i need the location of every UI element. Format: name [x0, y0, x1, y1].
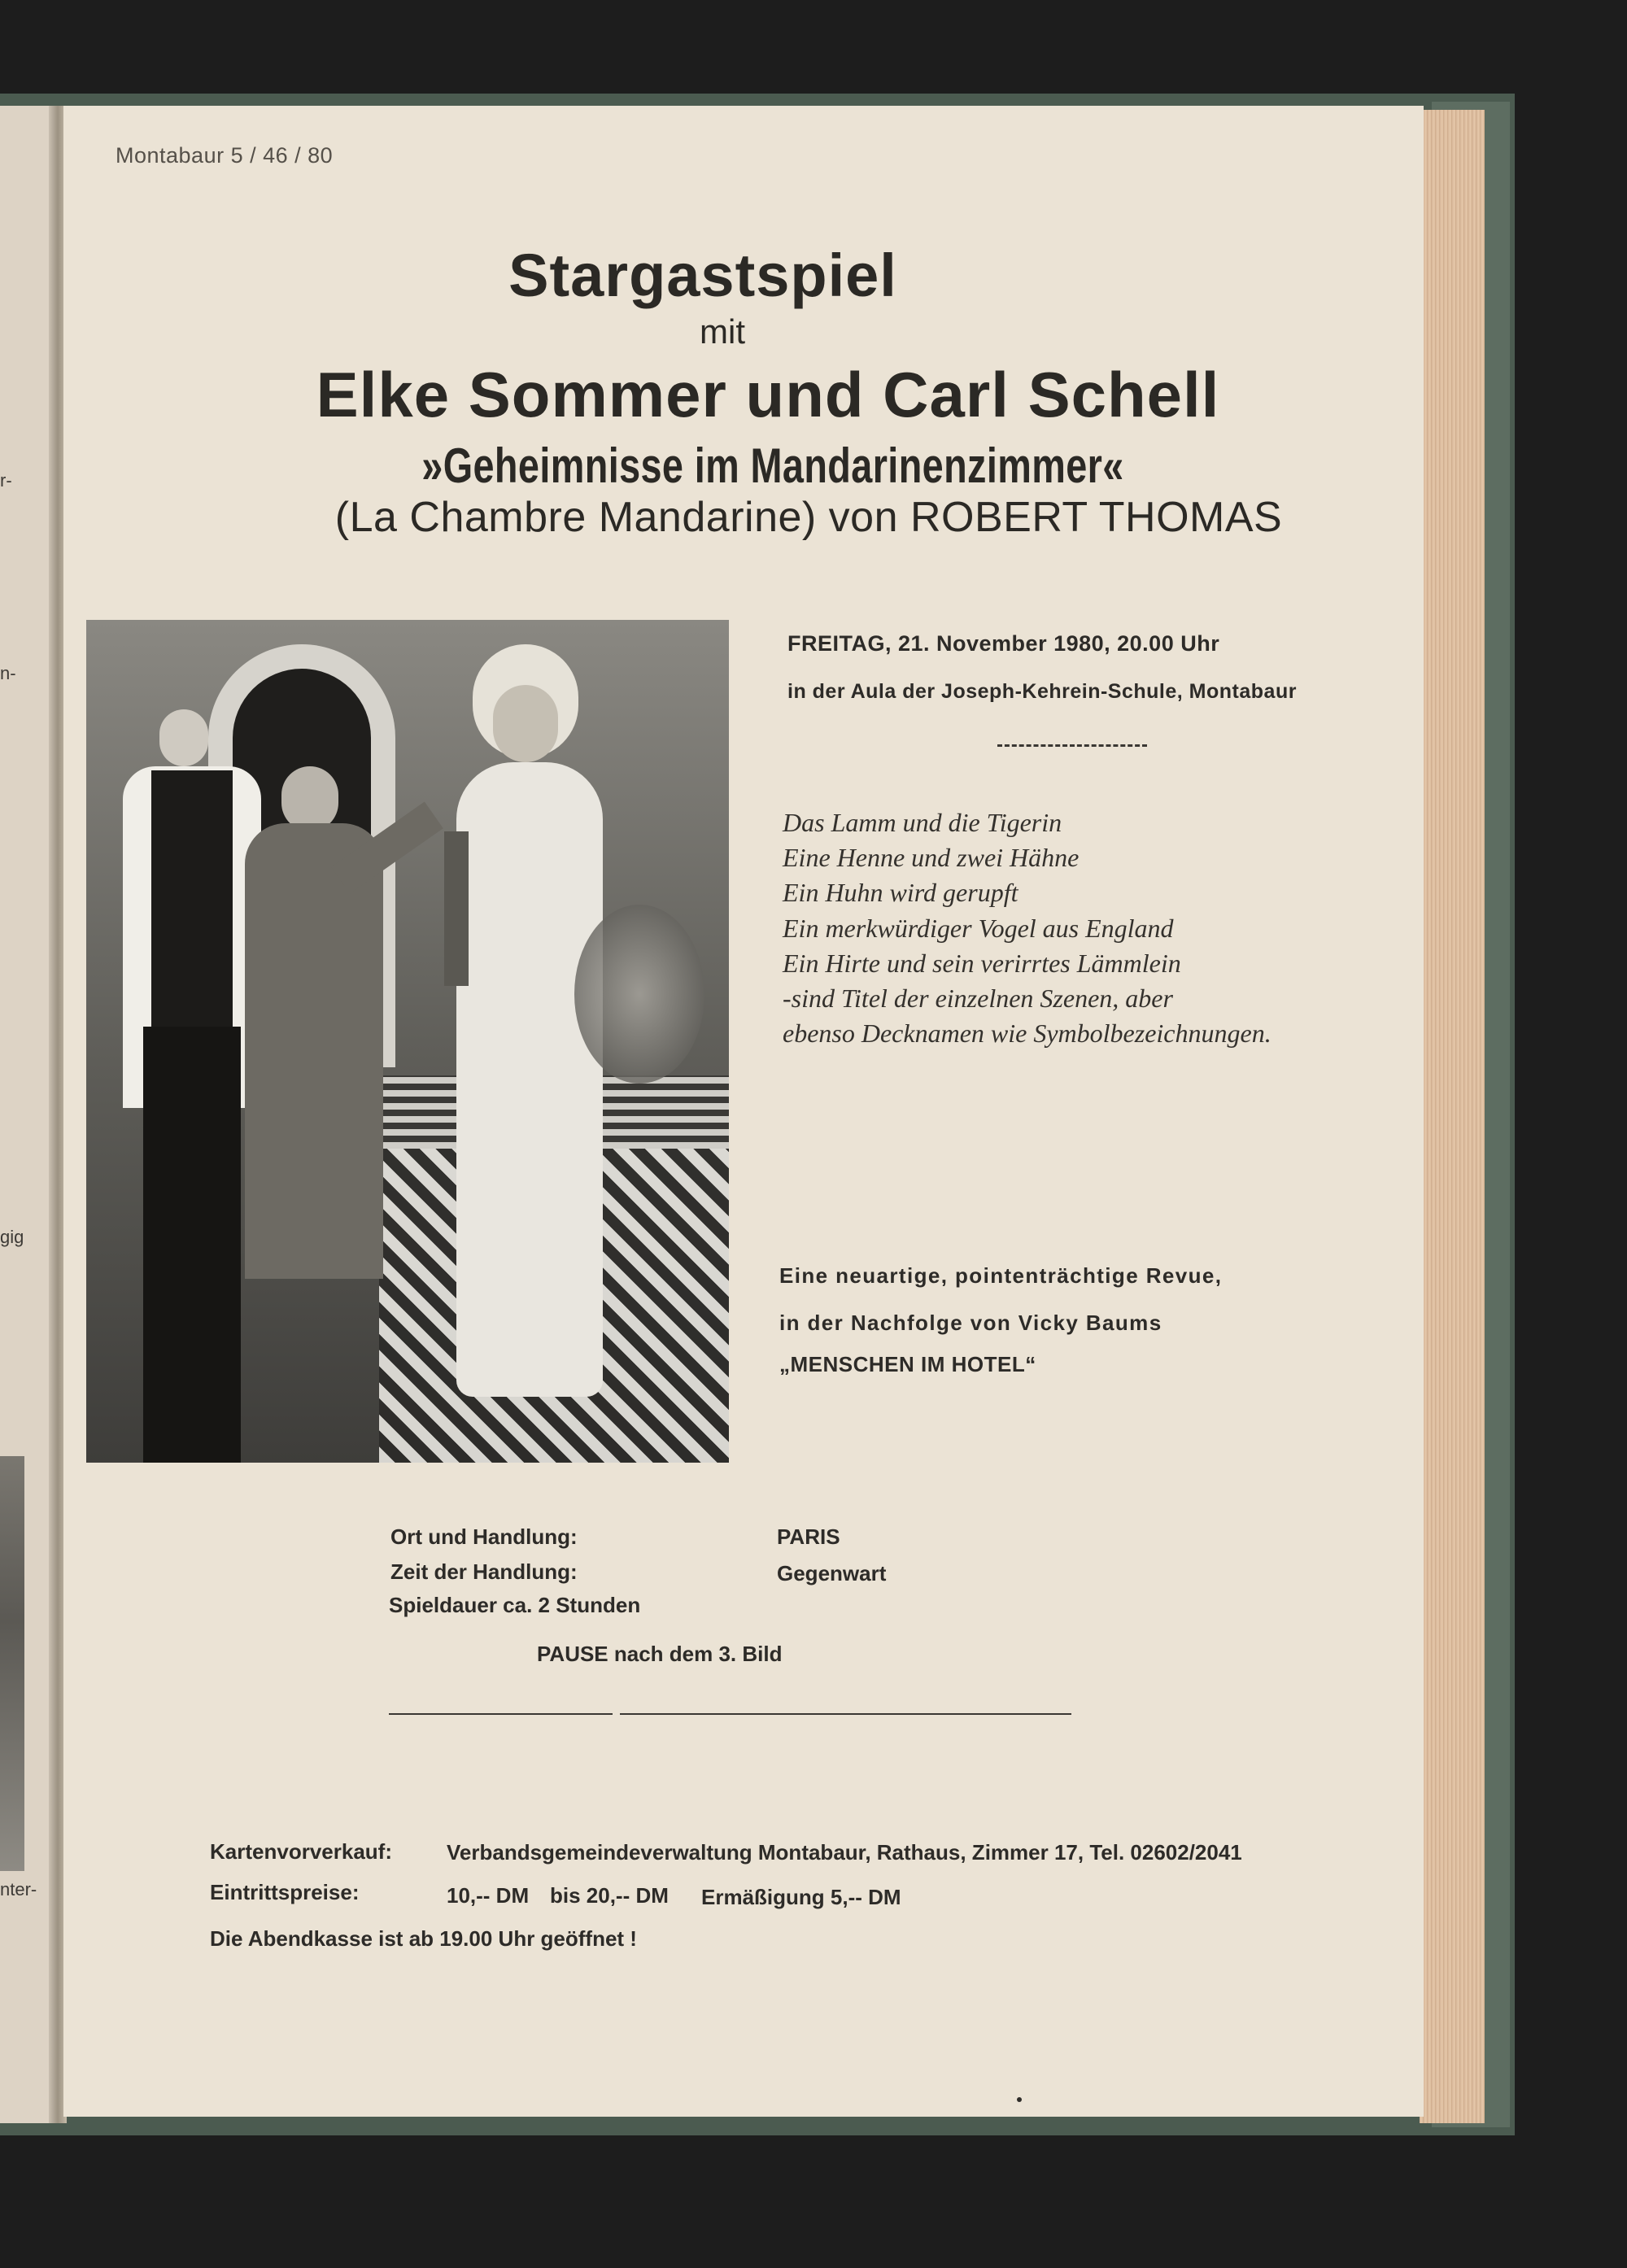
- left-page-fragment: n-: [0, 663, 16, 683]
- left-page-photo-fragment: [0, 1456, 24, 1871]
- eintrittspreise-from: 10,-- DM: [447, 1883, 530, 1908]
- scene-line: ebenso Decknamen wie Symbolbezeichnungen.: [783, 1018, 1272, 1049]
- divider-line: [620, 1713, 1071, 1715]
- headline-mit: mit: [700, 312, 745, 351]
- zeit-label: Zeit der Handlung:: [390, 1559, 578, 1584]
- play-title: »Geheimnisse im Mandarinenzimmer«: [421, 438, 1124, 493]
- revue-description-line: in der Nachfolge von Vicky Baums: [779, 1311, 1162, 1335]
- scene-line: Ein merkwürdiger Vogel aus England: [783, 913, 1174, 943]
- scene-line: Ein Hirte und sein verirrtes Lämmlein: [783, 948, 1181, 978]
- page-number: Montabaur 5 / 46 / 80: [116, 143, 334, 168]
- stage-photograph: [86, 620, 729, 1463]
- left-page-fragment: gig: [0, 1227, 24, 1247]
- scene-line: Das Lamm und die Tigerin: [783, 808, 1062, 837]
- print-speck: [1017, 2097, 1022, 2102]
- scene-line: Ein Huhn wird gerupft: [783, 878, 1019, 908]
- pause-note: PAUSE nach dem 3. Bild: [537, 1642, 783, 1666]
- revue-description-line: Eine neuartige, pointenträchtige Revue,: [779, 1263, 1223, 1288]
- event-venue: in der Aula der Joseph-Kehrein-Schule, Montabaur: [787, 680, 1297, 703]
- divider-line: [389, 1713, 613, 1715]
- scene-line: Eine Henne und zwei Hähne: [783, 843, 1080, 873]
- event-date: FREITAG, 21. November 1980, 20.00 Uhr: [787, 631, 1220, 656]
- eintrittspreise-to: bis 20,-- DM: [550, 1883, 669, 1908]
- ort-value: PARIS: [777, 1524, 840, 1549]
- divider-dashed: [997, 744, 1147, 747]
- abendkasse-note: Die Abendkasse ist ab 19.00 Uhr geöffnet !: [210, 1926, 637, 1951]
- ermaessigung: Ermäßigung 5,-- DM: [701, 1885, 901, 1909]
- kartenvorverkauf-label: Kartenvorverkauf:: [210, 1839, 392, 1864]
- left-page-fragment: r-: [0, 470, 12, 491]
- left-page-fragment: nter-: [0, 1879, 37, 1899]
- eintrittspreise-label: Eintrittspreise:: [210, 1880, 360, 1904]
- play-subtitle-author: (La Chambre Mandarine) von ROBERT THOMAS: [334, 494, 1283, 541]
- headline-stargastspiel: Stargastspiel: [508, 242, 897, 309]
- zeit-value: Gegenwart: [777, 1561, 887, 1585]
- ort-label: Ort und Handlung:: [390, 1524, 578, 1549]
- scene-line: -sind Titel der einzelnen Szenen, aber: [783, 984, 1173, 1014]
- revue-reference: „MENSCHEN IM HOTEL“: [779, 1352, 1036, 1376]
- spieldauer: Spieldauer ca. 2 Stunden: [389, 1593, 641, 1617]
- kartenvorverkauf-value: Verbandsgemeindeverwaltung Montabaur, Rathaus, Zimmer 17, Tel. 02602/2041: [447, 1840, 1242, 1865]
- headline-performers: Elke Sommer und Carl Schell: [316, 359, 1220, 430]
- scene-titles: [783, 805, 1272, 1051]
